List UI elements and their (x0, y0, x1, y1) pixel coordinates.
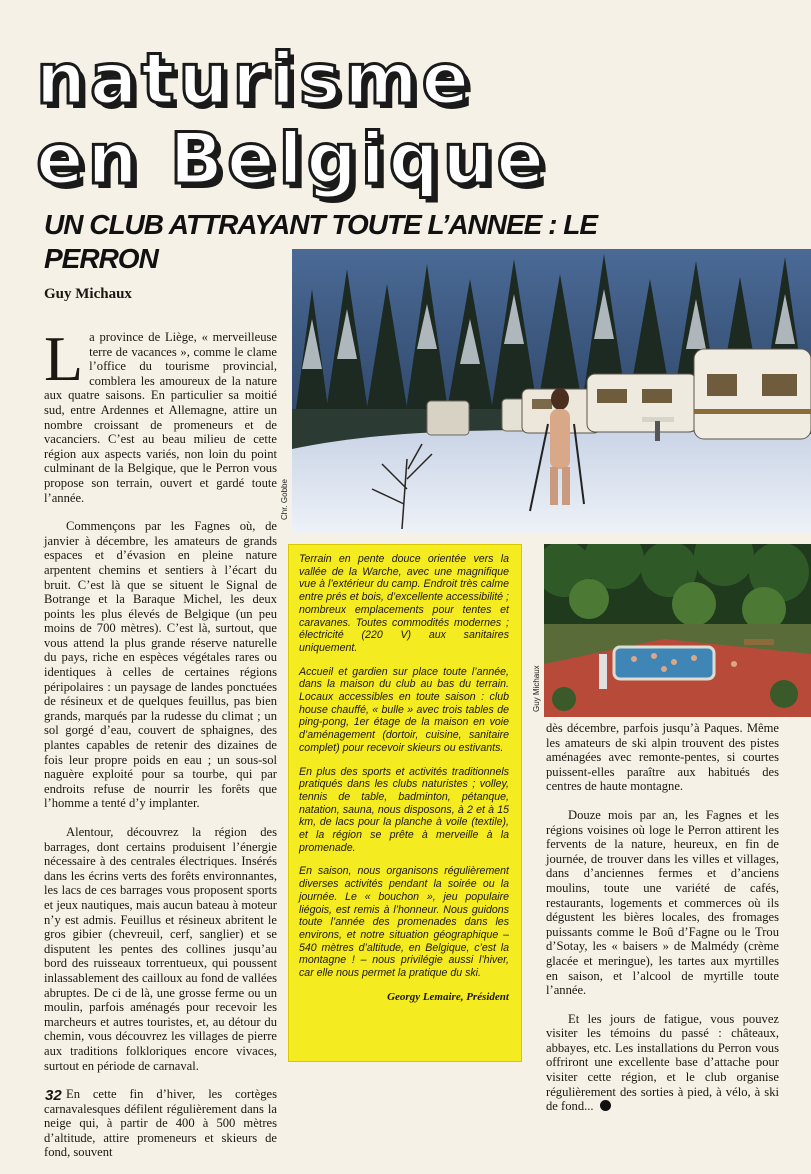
right-paragraph-3 (546, 1012, 779, 1114)
left-paragraph-4: En cette fin d’hiver, les cortèges carnavalesques défilent régulièrement dans la neige qui, à partir de 400 à 500 mètres d’altitude, attire promeneurs et skieurs de fond, souvent (44, 1087, 277, 1160)
snow-camp-image (292, 249, 811, 534)
author-byline: Guy Michaux (44, 286, 132, 302)
page-number: 32 (45, 1087, 62, 1104)
box-paragraph-3: En plus des sports et activités traditionnels pratiqués dans les clubs naturistes ; volley, tennis de table, badminton, pétanque, natation, sauna, nous disposons, à 2 et à 15 km, de lacs pour la planche à voile (textile), et la région se prête à merveille à la promenade. (299, 765, 509, 854)
end-of-article-bullet-icon (600, 1100, 611, 1111)
box-paragraph-4: En saison, nous organisons régulièrement diverses activités pendant la soirée ou la journée. Le « bouchon », jeu populaire liégois, est remis à l’honneur. Nous guidons toute l’année des promenades dans les environs, et notre situation géographique – 540 mètres d’altitude, en Belgique, c’est la montagne ! – nous privilégie aussi l’hiver, car elle nous permet la pratique du ski. (299, 865, 509, 980)
box-signature: Georgy Lemaire, Président (387, 990, 509, 1003)
box-paragraph-2: Accueil et gardien sur place toute l’année, dans la maison du club au bas du terrain. Locaux accessibles en toute saison : club house chauffé, « bulle » avec trois tables de ping-pong, 1er étage de la maison en voie d’aménagement (dortoir, cuisine, sanitaire complet) pour recevoir skieurs ou estivants. (299, 665, 509, 754)
pool-image (544, 544, 811, 717)
left-column (44, 323, 277, 1174)
photo-credit-top: Chr. Gobbe (280, 479, 289, 520)
photo-pool (544, 544, 811, 717)
right-paragraph-1: dès décembre, parfois jusqu’à Paques. Même les amateurs de ski alpin trouvent des pistes aménagées avec remonte-pentes, si courtes puissent-elles paraître aux habitués des centres de haute montagne. (546, 721, 779, 794)
headline-line-2: en Belgique (36, 118, 549, 200)
right-column (546, 721, 779, 1128)
left-paragraph-1 (44, 323, 277, 505)
dropcap: L (44, 323, 84, 394)
headline-line-1: naturisme (36, 38, 473, 120)
left-paragraph-1-text: a province de Liège, « merveilleuse terre de vacances », comme le clame l’office du tourisme provincial, comblera les amoureux de la nature aux quatre saisons. En particulier sa moitié sud, entre Ardennes et Allemagne, attire un nombre croissant de promeneurs et de vacanciers. C’est au beau milieu de cette région aux aspects variés, non loin du point culminant de la Belgique, que le Perron vous propose son terrain, ouvert et gardé toute l’année. (44, 330, 277, 505)
right-paragraph-2: Douze mois par an, les Fagnes et les régions voisines où loge le Perron attirent les fervents de la nature, heureux, en fin de journée, de trouver dans les villes et villages, dans d’anciennes fermes et d’anciens moulins, toute une variété de cafés, restaurants, logements et commerces où ils dégustent les bières locales, des fromages puissants comme le Boû d’Fagne ou le Trou d’Sotay, les « baisers » de Malmédy (crème glacée et meringue), les tartes aux myrtilles en saison, et l’alcool de myrtille toute l’année. (546, 807, 779, 998)
photo-snow-camp (292, 249, 811, 534)
photo-credit-bottom: Guy Michaux (532, 665, 541, 712)
left-paragraph-3: Alentour, découvrez la région des barrages, dont certains produisent l’énergie nécessaire à des centrales électriques. Insérés dans les écrins verts des forêts environnantes, les lacs de ces barrages vous proposent sports et jeux nautiques, mais aucun bateau à moteur n’y est admis. Feuillus et résineux abritent le gros gibier (chevreuil, cerf, sanglier) et se disputent les pentes des collines jusqu’au bord des ruisseaux torrentueux, qui poussent inlassablement des cailloux au fond de vallées abruptes. De ci de là, une grosse ferme ou un moulin, parfois aménagés pour recevoir les marcheurs et autres touristes, et, au détour du chemin, vous découvrez les villages de pierre aux traditions folkloriques encore vivaces, surtout en période de carnaval. (44, 825, 277, 1073)
article-subtitle: UN CLUB ATTRAYANT TOUTE L’ANNEE : LE PERRON (44, 209, 597, 274)
box-paragraph-1: Terrain en pente douce orientée vers la vallée de la Warche, avec une magnifique vue à l’extérieur du camp. Endroit très calme entre prés et bois, d’excellente accessibilité ; nombreux emplacements pour tentes et caravanes. Toutes commodités modernes ; électricité (220 V) aux sanitaires uniquement. (299, 553, 509, 654)
left-paragraph-2: Commençons par les Fagnes où, de janvier à décembre, les amateurs de grands espaces et d’évasion en pleine nature arpentent chemins et sentiers à l’écart du bruit. C’est là que se situent le Signal de Botrange et la Baraque Michel, les deux points les plus élevés de Belgique (un peu moins de 700 mètres). C’est là, surtout, que vous attend la plus grande réserve naturelle du pays, riche en espèces végétales rares ou identiques à celles de certaines régions péripolaires : un paysage de landes ponctuées de résineux et de quelques feuillus, pas bien grands, marqués par la rudesse du climat ; un sol gorgé d’eau, couvert de sphaignes, des plantes capables de retenir des dizaines de fois leur propre poids en eau ; un sous-sol naguère exploité pour sa tourbe, qui par endroits refuse de nourrir les forêts que l’homme a tenté d’y implanter. (44, 519, 277, 811)
right-paragraph-3-text: Et les jours de fatigue, vous pouvez visiter les témoins du passé : châteaux, abbayes, etc. Les installations du Perron vous offriront une excellente base d’attache pour visiter cette région, et le club organise régulièrement des sorties à pied, à vélo, à ski de fond... (546, 1011, 779, 1114)
club-info-box (288, 544, 522, 1062)
